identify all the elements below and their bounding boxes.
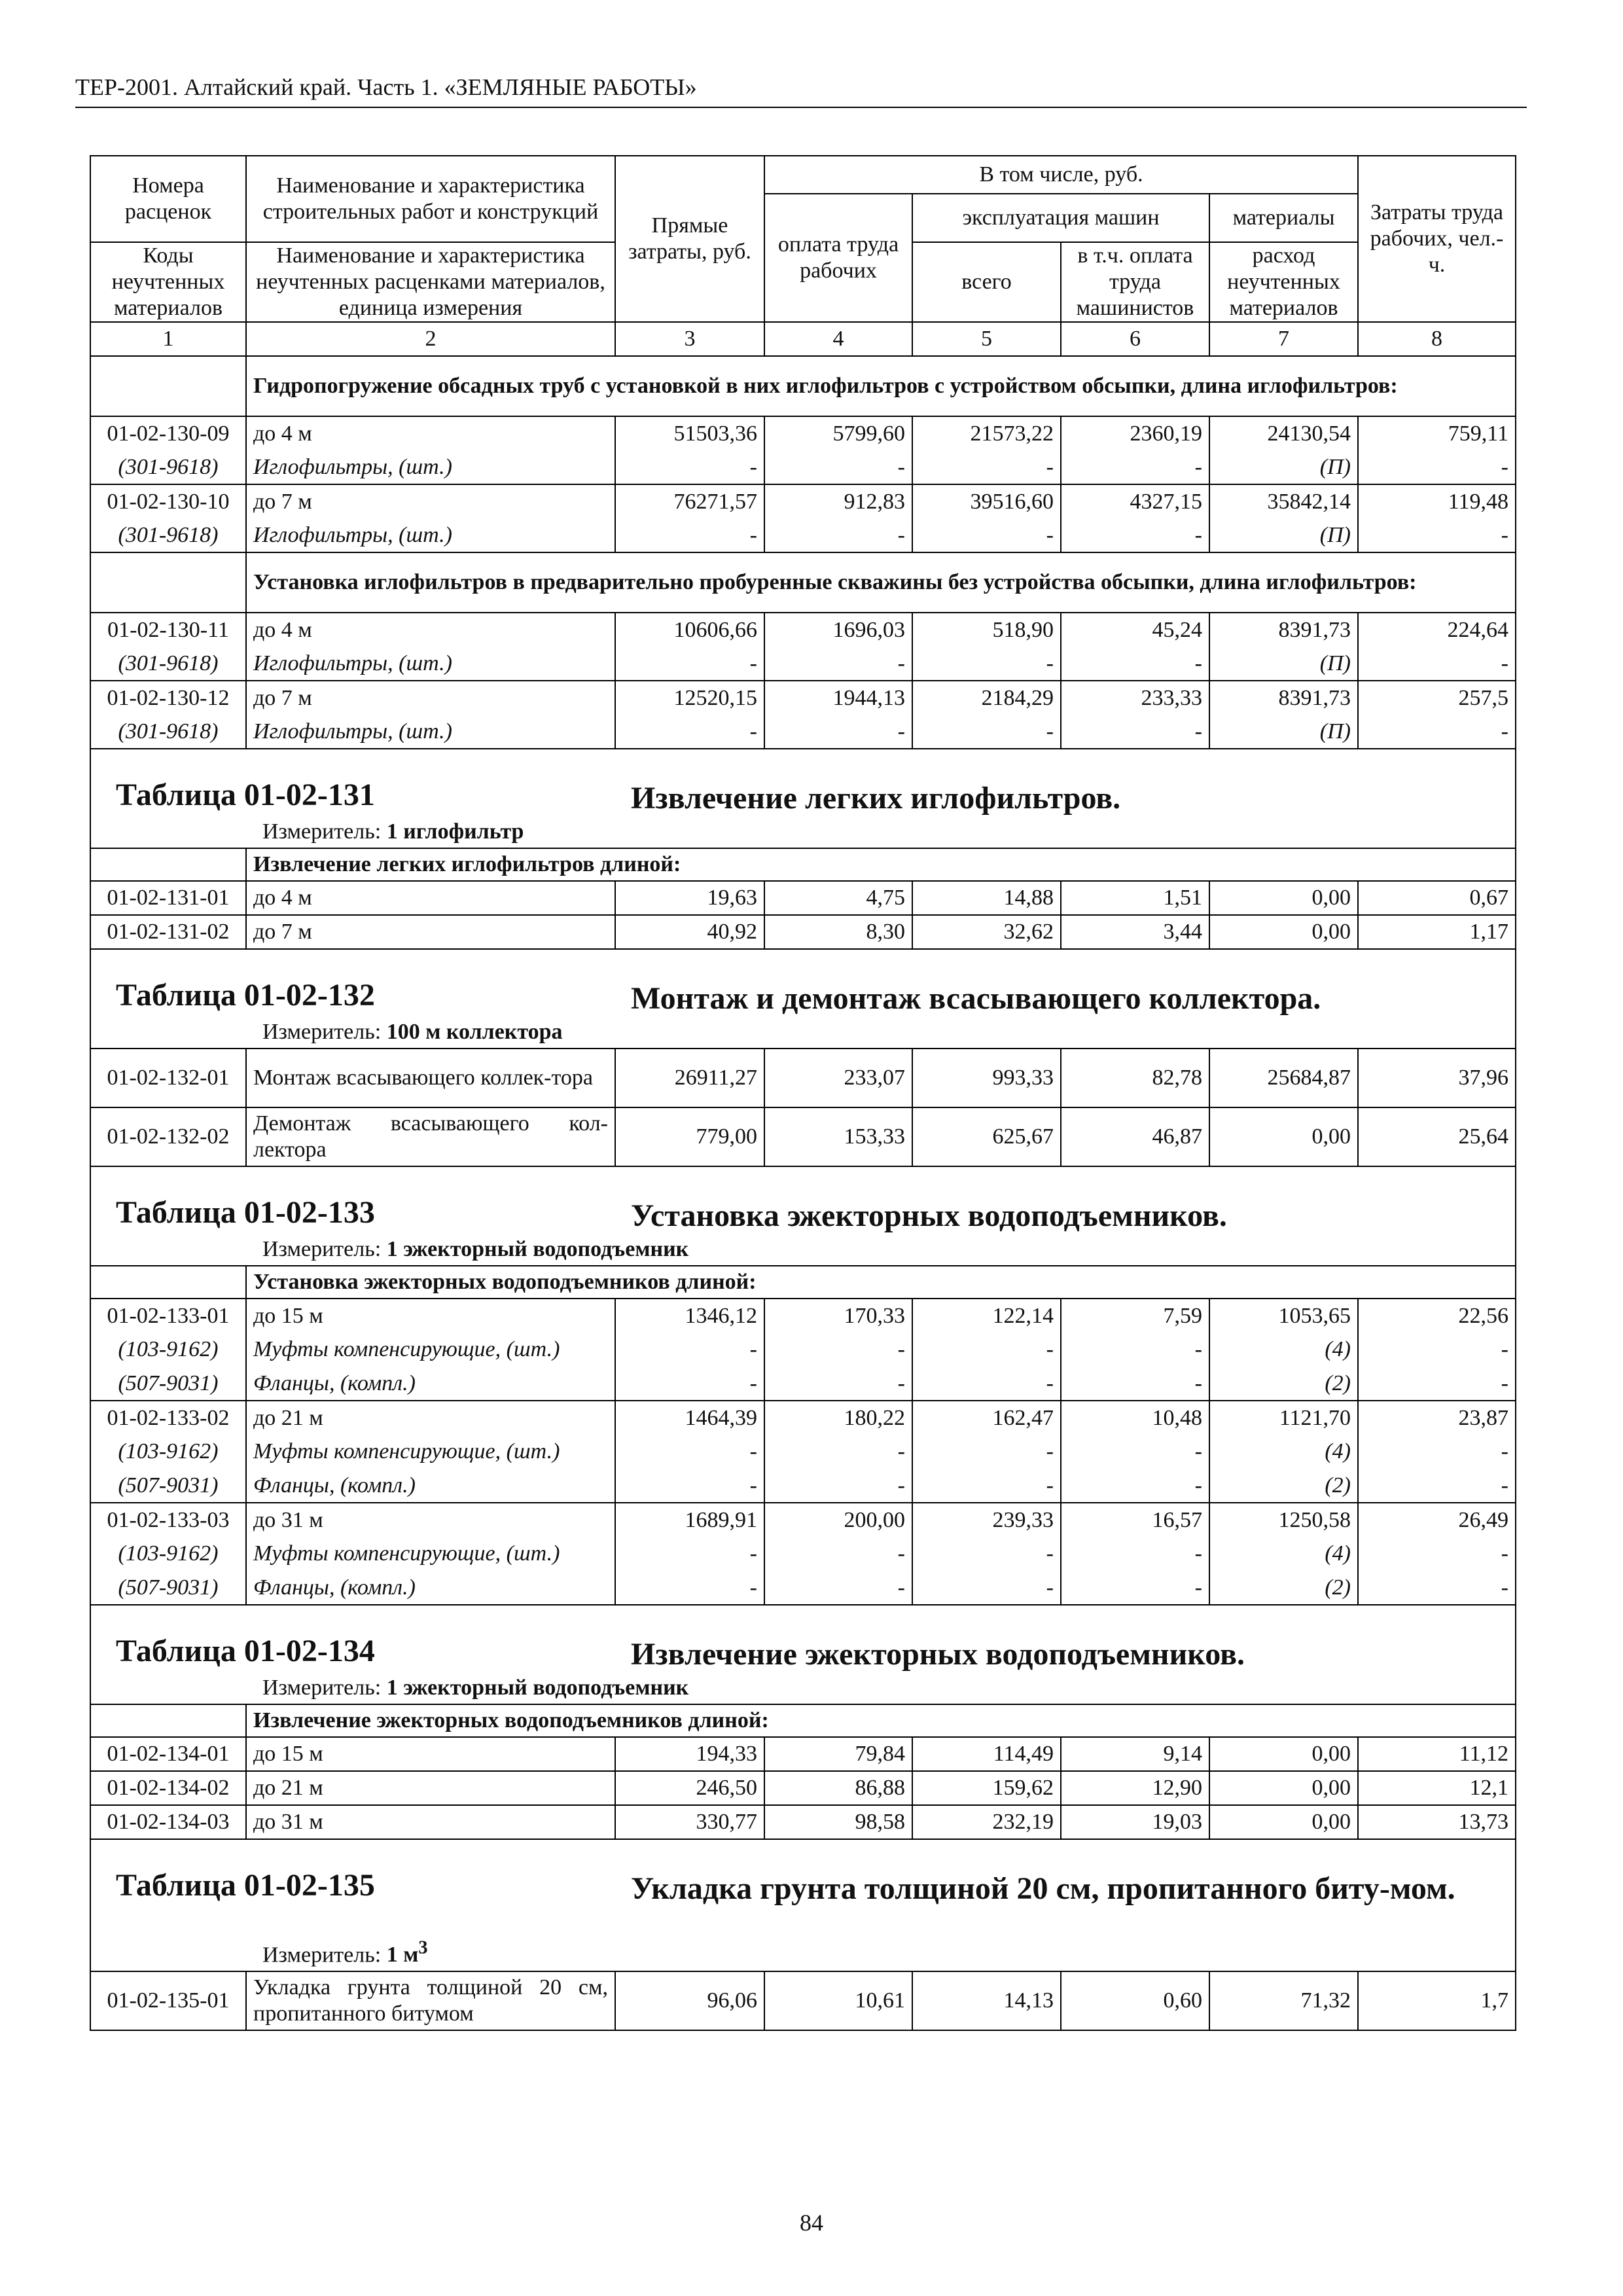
section-heading: Извлечение эжекторных водоподъемников длиной: xyxy=(246,1704,1516,1737)
rate-code: 01-02-134-01 xyxy=(90,1737,246,1771)
material-row: (301-9618) Иглофильтры, (шт.) - - - - (П) - xyxy=(90,518,1516,552)
header-col2-bottom: Наименование и характеристика неучтенных расценками материалов, единица измерения xyxy=(246,242,615,322)
material-row: (103-9162) Муфты компенсирующие, (шт.) - - - - (4) - xyxy=(90,1333,1516,1367)
rate-code: 01-02-130-09 xyxy=(90,416,246,450)
rate-code: 01-02-135-01 xyxy=(90,1971,246,2030)
work-name: до 4 м xyxy=(246,881,615,915)
table-row: 01-02-134-03 до 31 м 330,77 98,58 232,19 19,03 0,00 13,73 xyxy=(90,1805,1516,1839)
table-row: 01-02-130-11 до 4 м 10606,66 1696,03 518,90 45,24 8391,73 224,64 xyxy=(90,613,1516,647)
table-number: Таблица 01-02-132 xyxy=(116,978,375,1013)
work-name: до 21 м xyxy=(246,1401,615,1435)
header-col6: в т.ч. оплата труда машинистов xyxy=(1061,242,1209,322)
material-row: (507-9031) Фланцы, (компл.) - - - - (2) - xyxy=(90,1469,1516,1503)
work-name: до 7 м xyxy=(246,681,615,715)
measure-unit: Измеритель: 100 м коллектора xyxy=(262,1020,563,1044)
table-133-heading xyxy=(90,1166,1516,1266)
table-row: 01-02-130-09 до 4 м 51503,36 5799,60 21573,22 2360,19 24130,54 759,11 xyxy=(90,416,1516,450)
rate-code: 01-02-130-11 xyxy=(90,613,246,647)
section-heading: Установка иглофильтров в предварительно пробуренные скважины без устройства обсыпки, длина иглофильтров: xyxy=(246,552,1516,613)
header-col4: оплата труда рабочих xyxy=(764,194,912,322)
rate-code: 01-02-130-12 xyxy=(90,681,246,715)
rate-code: 01-02-134-03 xyxy=(90,1805,246,1839)
header-materials: материалы xyxy=(1209,194,1358,242)
header-col5: всего xyxy=(912,242,1061,322)
material-row: (301-9618) Иглофильтры, (шт.) - - - - (П) - xyxy=(90,450,1516,484)
price-table xyxy=(90,155,1516,2031)
header-machines: эксплуатация машин xyxy=(912,194,1209,242)
table-row: 01-02-131-02 до 7 м 40,92 8,30 32,62 3,44 0,00 1,17 xyxy=(90,915,1516,949)
table-135-heading xyxy=(90,1839,1516,1971)
table-title: Извлечение эжекторных водоподъемников. xyxy=(631,1637,1245,1672)
table-131-heading xyxy=(90,749,1516,848)
material-row: (507-9031) Фланцы, (компл.) - - - - (2) - xyxy=(90,1367,1516,1401)
section-heading-row xyxy=(90,1704,1516,1737)
table-row: 01-02-132-02 Демонтаж всасывающего кол-лектора 779,00 153,33 625,67 46,87 0,00 25,64 xyxy=(90,1107,1516,1166)
work-name: до 7 м xyxy=(246,915,615,949)
material-row: (103-9162) Муфты компенсирующие, (шт.) - - - - (4) - xyxy=(90,1537,1516,1571)
section-heading: Гидропогружение обсадных труб с установкой в них иглофильтров с устройством обсыпки, длина иглофильтров: xyxy=(246,356,1516,416)
measure-unit: Измеритель: 1 иглофильтр xyxy=(262,819,524,844)
header-col1-bottom: Коды неучтенных материалов xyxy=(90,242,246,322)
work-name: до 21 м xyxy=(246,1771,615,1805)
section-heading-row xyxy=(90,356,1516,416)
table-number: Таблица 01-02-135 xyxy=(116,1868,375,1903)
table-row: 01-02-133-03 до 31 м 1689,91 200,00 239,33 16,57 1250,58 26,49 xyxy=(90,1503,1516,1537)
work-name: до 31 м xyxy=(246,1503,615,1537)
rate-code: 01-02-130-10 xyxy=(90,484,246,518)
column-numbers-row: 1 2 3 4 5 6 7 8 xyxy=(90,322,1516,356)
table-132-heading xyxy=(90,949,1516,1049)
header-col3: Прямые затраты, руб. xyxy=(615,156,764,322)
rate-code: 01-02-133-02 xyxy=(90,1401,246,1435)
material-row: (301-9618) Иглофильтры, (шт.) - - - - (П) - xyxy=(90,647,1516,681)
rate-code: 01-02-131-01 xyxy=(90,881,246,915)
rate-code: 01-02-133-01 xyxy=(90,1299,246,1333)
page-number: 84 xyxy=(800,2210,823,2236)
table-row: 01-02-134-02 до 21 м 246,50 86,88 159,62 12,90 0,00 12,1 xyxy=(90,1771,1516,1805)
table-row: 01-02-130-10 до 7 м 76271,57 912,83 39516,60 4327,15 35842,14 119,48 xyxy=(90,484,1516,518)
running-header: ТЕР-2001. Алтайский край. Часть 1. «ЗЕМЛЯНЫЕ РАБОТЫ» xyxy=(75,74,697,100)
work-name: до 4 м xyxy=(246,416,615,450)
table-title: Извлечение легких иглофильтров. xyxy=(631,781,1121,816)
table-number: Таблица 01-02-134 xyxy=(116,1634,375,1668)
header-rule xyxy=(75,107,1527,108)
material-row: (507-9031) Фланцы, (компл.) - - - - (2) - xyxy=(90,1571,1516,1605)
table-row: 01-02-133-01 до 15 м 1346,12 170,33 122,14 7,59 1053,65 22,56 xyxy=(90,1299,1516,1333)
work-name: до 15 м xyxy=(246,1737,615,1771)
rate-code: 01-02-133-03 xyxy=(90,1503,246,1537)
work-name: до 7 м xyxy=(246,484,615,518)
section-heading-row xyxy=(90,552,1516,613)
table-title: Установка эжекторных водоподъемников. xyxy=(631,1198,1227,1233)
table-number: Таблица 01-02-131 xyxy=(116,778,375,812)
work-name: Демонтаж всасывающего кол-лектора xyxy=(246,1107,615,1166)
measure-unit: Измеритель: 1 $м^3$ xyxy=(262,1937,428,1967)
work-name: до 4 м xyxy=(246,613,615,647)
table-134-heading xyxy=(90,1605,1516,1704)
header-col2-top: Наименование и характеристика строительных работ и конструкций xyxy=(246,156,615,242)
table-row: 01-02-133-02 до 21 м 1464,39 180,22 162,47 10,48 1121,70 23,87 xyxy=(90,1401,1516,1435)
table-row: 01-02-132-01 Монтаж всасывающего коллек-тора 26911,27 233,07 993,33 82,78 25684,87 37,96 xyxy=(90,1049,1516,1107)
rate-code: 01-02-132-01 xyxy=(90,1049,246,1107)
measure-unit: Измеритель: 1 эжекторный водоподъемник xyxy=(262,1676,689,1700)
table-row: 01-02-131-01 до 4 м 19,63 4,75 14,88 1,51 0,00 0,67 xyxy=(90,881,1516,915)
header-col1-top: Номера расценок xyxy=(90,156,246,242)
rate-code: 01-02-134-02 xyxy=(90,1771,246,1805)
table-title: Монтаж и демонтаж всасывающего коллектора. xyxy=(631,981,1321,1016)
section-heading-row xyxy=(90,848,1516,881)
section-heading: Извлечение легких иглофильтров длиной: xyxy=(246,848,1516,881)
header-including: В том числе, руб. xyxy=(764,156,1358,194)
work-name: Монтаж всасывающего коллек-тора xyxy=(246,1049,615,1107)
material-row: (301-9618) Иглофильтры, (шт.) - - - - (П) - xyxy=(90,715,1516,749)
table-number: Таблица 01-02-133 xyxy=(116,1195,375,1230)
work-name: до 31 м xyxy=(246,1805,615,1839)
rate-code: 01-02-132-02 xyxy=(90,1107,246,1166)
table-row: 01-02-135-01 Укладка грунта толщиной 20 см, пропитанного битумом 96,06 10,61 14,13 0,60 71,32 1,7 xyxy=(90,1971,1516,2030)
table-row: 01-02-134-01 до 15 м 194,33 79,84 114,49 9,14 0,00 11,12 xyxy=(90,1737,1516,1771)
work-name: до 15 м xyxy=(246,1299,615,1333)
header-col7: расход неучтенных материалов xyxy=(1209,242,1358,322)
work-name: Укладка грунта толщиной 20 см, пропитанного битумом xyxy=(246,1971,615,2030)
header-col8: Затраты труда рабочих, чел.-ч. xyxy=(1358,156,1516,322)
table-title: Укладка грунта толщиной 20 см, пропитанного биту-мом. xyxy=(631,1871,1455,1906)
section-heading-row xyxy=(90,1266,1516,1299)
measure-unit: Измеритель: 1 эжекторный водоподъемник xyxy=(262,1237,689,1261)
section-heading: Установка эжекторных водоподъемников длиной: xyxy=(246,1266,1516,1299)
table-row: 01-02-130-12 до 7 м 12520,15 1944,13 2184,29 233,33 8391,73 257,5 xyxy=(90,681,1516,715)
material-row: (103-9162) Муфты компенсирующие, (шт.) - - - - (4) - xyxy=(90,1435,1516,1469)
rate-code: 01-02-131-02 xyxy=(90,915,246,949)
